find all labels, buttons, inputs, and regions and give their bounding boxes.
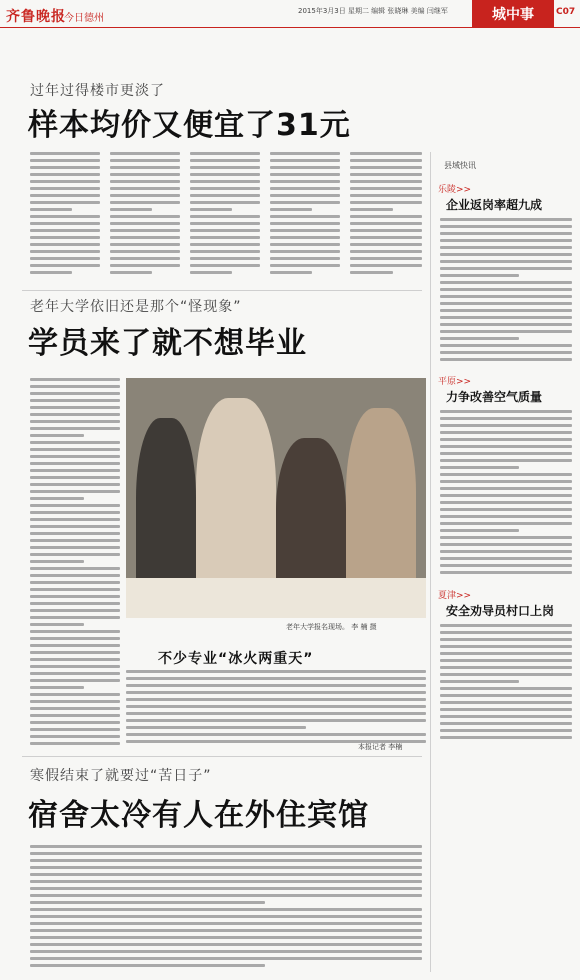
text-line — [440, 330, 572, 333]
text-line — [350, 166, 422, 169]
text-line — [440, 645, 572, 648]
text-line — [30, 742, 120, 745]
text-line — [30, 672, 120, 675]
text-line — [126, 733, 426, 736]
sidebar-item-body — [440, 624, 572, 744]
text-line — [110, 215, 180, 218]
text-line — [30, 525, 120, 528]
text-line — [440, 701, 572, 704]
text-line — [440, 410, 572, 413]
text-line — [30, 623, 84, 626]
text-line — [440, 501, 572, 504]
text-line — [30, 560, 84, 563]
article1-col-5 — [350, 152, 422, 280]
text-line — [350, 243, 422, 246]
text-line — [440, 673, 572, 676]
text-line — [440, 351, 572, 354]
text-line — [30, 735, 120, 738]
text-line — [30, 413, 120, 416]
text-line — [30, 434, 84, 437]
text-line — [270, 166, 340, 169]
text-line — [350, 201, 422, 204]
text-line — [30, 264, 100, 267]
text-line — [30, 236, 100, 239]
text-line — [30, 427, 120, 430]
text-line — [270, 159, 340, 162]
section-banner: 城中事 — [472, 0, 554, 27]
text-line — [440, 459, 572, 462]
text-line — [440, 337, 519, 340]
article1-col-2 — [110, 152, 180, 280]
text-line — [270, 180, 340, 183]
text-line — [440, 722, 572, 725]
text-line — [30, 901, 265, 904]
text-line — [30, 180, 100, 183]
text-line — [30, 257, 100, 260]
text-line — [30, 208, 72, 211]
text-line — [270, 215, 340, 218]
text-line — [270, 243, 340, 246]
text-line — [110, 243, 180, 246]
text-line — [30, 929, 422, 932]
text-line — [440, 480, 572, 483]
text-line — [30, 448, 120, 451]
text-line — [440, 260, 572, 263]
text-line — [440, 508, 572, 511]
text-line — [30, 546, 120, 549]
text-line — [30, 159, 100, 162]
text-line — [350, 257, 422, 260]
text-line — [350, 222, 422, 225]
text-line — [30, 243, 100, 246]
text-line — [190, 152, 260, 155]
text-line — [126, 677, 426, 680]
newspaper-logo: 齐鲁晚报 — [6, 9, 66, 25]
text-line — [110, 250, 180, 253]
text-line — [30, 511, 120, 514]
text-line — [270, 187, 340, 190]
text-line — [30, 950, 422, 953]
article2-kicker: 老年大学依旧还是那个“怪现象” — [30, 299, 242, 315]
text-line — [190, 187, 260, 190]
text-line — [440, 316, 572, 319]
text-line — [190, 264, 260, 267]
sidebar-item-tag: 乐陵>> — [438, 185, 472, 195]
text-line — [30, 201, 100, 204]
article3-headline: 宿舍太冷有人在外住宾馆 — [28, 798, 369, 833]
text-line — [350, 271, 393, 274]
text-line — [350, 264, 422, 267]
text-line — [190, 166, 260, 169]
text-line — [440, 536, 572, 539]
text-line — [110, 236, 180, 239]
text-line — [30, 378, 120, 381]
sidebar-header: 县域快讯 — [444, 161, 476, 170]
text-line — [270, 173, 340, 176]
text-line — [190, 271, 232, 274]
text-line — [30, 399, 120, 402]
page-number: C07 — [556, 7, 576, 17]
text-line — [110, 166, 180, 169]
text-line — [440, 729, 572, 732]
text-line — [30, 728, 120, 731]
text-line — [30, 532, 120, 535]
text-line — [30, 455, 120, 458]
text-line — [440, 624, 572, 627]
sidebar-item-title: 企业返岗率超九成 — [446, 198, 543, 212]
text-line — [270, 257, 340, 260]
text-line — [30, 908, 422, 911]
text-line — [440, 358, 572, 361]
text-line — [30, 964, 265, 967]
text-line — [126, 670, 426, 673]
text-line — [190, 257, 260, 260]
text-line — [30, 887, 422, 890]
text-line — [440, 631, 572, 634]
text-line — [110, 271, 152, 274]
text-line — [270, 208, 312, 211]
sidebar-item-tag: 平原>> — [438, 377, 472, 387]
text-line — [440, 473, 572, 476]
text-line — [440, 687, 572, 690]
text-line — [30, 693, 120, 696]
text-line — [350, 194, 422, 197]
text-line — [270, 201, 340, 204]
text-line — [270, 222, 340, 225]
text-line — [270, 152, 340, 155]
text-line — [110, 159, 180, 162]
text-line — [30, 637, 120, 640]
text-line — [110, 173, 180, 176]
text-line — [350, 236, 422, 239]
text-line — [440, 424, 572, 427]
text-line — [30, 922, 422, 925]
text-line — [440, 274, 519, 277]
text-line — [30, 490, 120, 493]
text-line — [270, 264, 340, 267]
text-line — [440, 529, 519, 532]
text-line — [350, 215, 422, 218]
text-line — [30, 518, 120, 521]
text-line — [30, 595, 120, 598]
text-line — [30, 852, 422, 855]
text-line — [30, 859, 422, 862]
text-line — [30, 845, 422, 848]
article3-body — [30, 845, 422, 975]
text-line — [440, 638, 572, 641]
text-line — [440, 239, 572, 242]
text-line — [30, 665, 120, 668]
article2-byline: 本报记者 李楠 — [358, 743, 403, 751]
text-line — [440, 550, 572, 553]
text-line — [30, 441, 120, 444]
text-line — [440, 571, 572, 574]
text-line — [30, 574, 120, 577]
divider — [22, 756, 422, 757]
text-line — [440, 466, 519, 469]
text-line — [30, 721, 120, 724]
text-line — [30, 873, 422, 876]
text-line — [190, 250, 260, 253]
text-line — [30, 194, 100, 197]
text-line — [190, 215, 260, 218]
sidebar-item-title: 力争改善空气质量 — [446, 390, 543, 404]
text-line — [440, 431, 572, 434]
text-line — [440, 564, 572, 567]
text-line — [440, 694, 572, 697]
text-line — [190, 180, 260, 183]
sidebar-divider — [430, 152, 431, 972]
article1-kicker: 过年过得楼市更淡了 — [30, 83, 165, 99]
text-line — [190, 173, 260, 176]
text-line — [110, 264, 180, 267]
text-line — [30, 553, 120, 556]
text-line — [30, 497, 84, 500]
text-line — [30, 602, 120, 605]
text-line — [270, 229, 340, 232]
text-line — [30, 187, 100, 190]
text-line — [440, 543, 572, 546]
article2-lower-body — [126, 670, 426, 750]
text-line — [30, 686, 84, 689]
text-line — [30, 714, 120, 717]
text-line — [440, 487, 572, 490]
text-line — [30, 679, 120, 682]
sidebar-item-body — [440, 410, 572, 580]
text-line — [30, 866, 422, 869]
text-line — [30, 476, 120, 479]
text-line — [30, 957, 422, 960]
text-line — [30, 700, 120, 703]
text-line — [440, 680, 519, 683]
text-line — [110, 187, 180, 190]
issue-meta: 2015年3月3日 星期二 编辑 张晓琳 美编 闫继军 — [298, 7, 448, 15]
text-line — [110, 229, 180, 232]
text-line — [126, 691, 426, 694]
text-line — [190, 236, 260, 239]
text-line — [30, 173, 100, 176]
text-line — [30, 385, 120, 388]
text-line — [350, 208, 393, 211]
text-line — [440, 302, 572, 305]
text-line — [440, 218, 572, 221]
text-line — [440, 246, 572, 249]
text-line — [30, 392, 120, 395]
text-line — [440, 494, 572, 497]
text-line — [126, 705, 426, 708]
text-line — [30, 539, 120, 542]
text-line — [440, 652, 572, 655]
text-line — [440, 281, 572, 284]
text-line — [190, 229, 260, 232]
text-line — [440, 417, 572, 420]
text-line — [440, 557, 572, 560]
text-line — [190, 201, 260, 204]
text-line — [30, 616, 120, 619]
article2-subhead: 不少专业“冰火两重天” — [158, 651, 314, 667]
text-line — [30, 936, 422, 939]
text-line — [190, 222, 260, 225]
article2-headline: 学员来了就不想毕业 — [28, 326, 307, 361]
text-line — [30, 943, 422, 946]
text-line — [30, 644, 120, 647]
text-line — [30, 707, 120, 710]
text-line — [440, 522, 572, 525]
text-line — [440, 295, 572, 298]
article1-col-4 — [270, 152, 340, 280]
text-line — [350, 229, 422, 232]
sidebar-item-body — [440, 218, 572, 368]
text-line — [440, 267, 572, 270]
text-line — [126, 719, 426, 722]
text-line — [270, 236, 340, 239]
text-line — [440, 659, 572, 662]
divider — [22, 290, 422, 291]
sidebar-item-title: 安全劝导员村口上岗 — [446, 604, 555, 618]
text-line — [350, 152, 422, 155]
article3-kicker: 寒假结束了就要过“苦日子” — [30, 768, 212, 784]
text-line — [30, 229, 100, 232]
text-line — [126, 726, 306, 729]
text-line — [30, 630, 120, 633]
text-line — [440, 708, 572, 711]
article2-col-1 — [30, 378, 120, 750]
text-line — [126, 712, 426, 715]
text-line — [110, 208, 152, 211]
photo-caption: 老年大学报名现场。 李 楠 摄 — [286, 623, 377, 631]
text-line — [30, 215, 100, 218]
text-line — [440, 666, 572, 669]
text-line — [30, 222, 100, 225]
text-line — [30, 567, 120, 570]
registration-photo — [126, 378, 426, 618]
text-line — [110, 222, 180, 225]
text-line — [440, 309, 572, 312]
text-line — [190, 194, 260, 197]
text-line — [440, 232, 572, 235]
text-line — [350, 250, 422, 253]
text-line — [30, 271, 72, 274]
edition-name: 今日德州 — [64, 13, 104, 24]
text-line — [30, 469, 120, 472]
text-line — [440, 445, 572, 448]
text-line — [110, 257, 180, 260]
text-line — [440, 515, 572, 518]
text-line — [30, 609, 120, 612]
text-line — [30, 420, 120, 423]
text-line — [30, 588, 120, 591]
text-line — [350, 173, 422, 176]
text-line — [350, 159, 422, 162]
text-line — [30, 581, 120, 584]
text-line — [270, 250, 340, 253]
text-line — [440, 344, 572, 347]
article1-headline: 样本均价又便宜了31元 — [28, 108, 351, 143]
text-line — [126, 684, 426, 687]
text-line — [440, 225, 572, 228]
text-line — [30, 152, 100, 155]
text-line — [190, 208, 232, 211]
sidebar-item-tag: 夏津>> — [438, 591, 472, 601]
text-line — [440, 253, 572, 256]
text-line — [30, 880, 422, 883]
text-line — [30, 504, 120, 507]
text-line — [270, 271, 312, 274]
text-line — [350, 187, 422, 190]
text-line — [126, 698, 426, 701]
text-line — [440, 323, 572, 326]
text-line — [270, 194, 340, 197]
text-line — [30, 462, 120, 465]
text-line — [110, 201, 180, 204]
text-line — [350, 180, 422, 183]
article1-body — [30, 152, 422, 280]
article1-col-1 — [30, 152, 100, 280]
text-line — [30, 483, 120, 486]
text-line — [30, 250, 100, 253]
article1-col-3 — [190, 152, 260, 280]
text-line — [190, 159, 260, 162]
text-line — [110, 152, 180, 155]
text-line — [30, 894, 422, 897]
text-line — [440, 288, 572, 291]
text-line — [30, 166, 100, 169]
masthead-rule — [0, 27, 580, 28]
text-line — [440, 736, 572, 739]
text-line — [110, 194, 180, 197]
text-line — [30, 406, 120, 409]
text-line — [30, 915, 422, 918]
text-line — [440, 452, 572, 455]
text-line — [30, 651, 120, 654]
text-line — [190, 243, 260, 246]
text-line — [110, 180, 180, 183]
text-line — [440, 438, 572, 441]
text-line — [30, 658, 120, 661]
text-line — [440, 715, 572, 718]
